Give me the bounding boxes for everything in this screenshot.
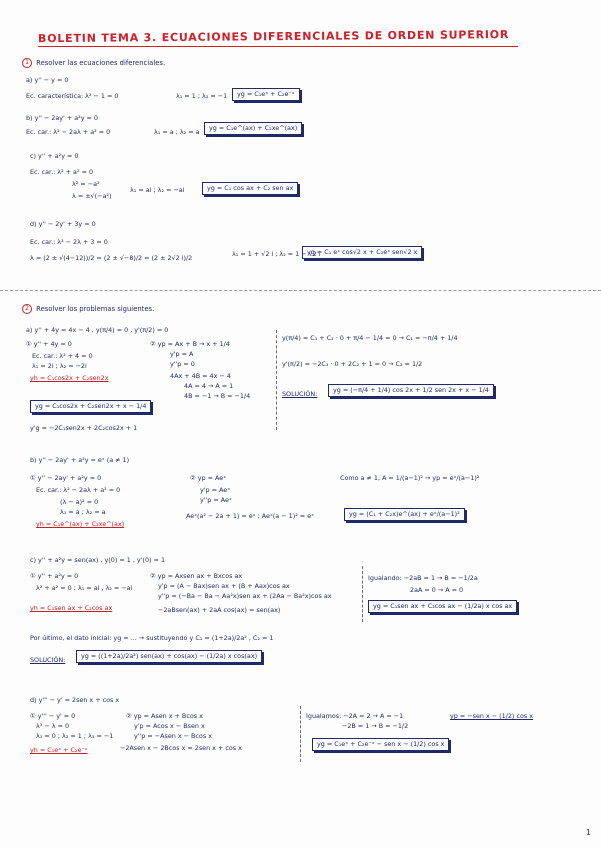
column-separator	[276, 330, 277, 430]
problem-1a-char-eq: Ec. característica: λ² − 1 = 0	[26, 92, 119, 100]
problem-1a-roots: λ₁ = 1 ; λ₂ = −1	[176, 92, 228, 100]
problem-1c-step3: λ = ±√(−a²)	[72, 192, 112, 200]
problem-1b-roots: λ₁ = a ; λ₂ = a	[154, 128, 200, 136]
problem-1a-answer: yg = C₁eˣ + C₂e⁻ˣ	[232, 88, 300, 101]
problem-2d-yp-prime: y'p = Acos x − Bsen x	[134, 722, 205, 730]
problem-1c-statement: c) y'' + a²y = 0	[30, 152, 79, 160]
problem-2c-homog: ① y'' + a²y = 0	[30, 572, 79, 580]
problem-2b-roots: λ₁ = a ; λ₂ = a	[60, 508, 106, 516]
problem-2c-yp-prime: y'p = (A − Bax)sen ax + (B + Aax)cos ax	[158, 582, 290, 590]
problem-2d-homog: ① y''' − y' = 0	[30, 712, 76, 720]
section-number-badge: 2	[22, 304, 32, 314]
problem-2c-char-eq: λ² + a² = 0 ; λ₁ = ai , λ₂ = −ai	[36, 584, 133, 592]
document-title: BOLETIN TEMA 3. ECUACIONES DIFERENCIALES DE ORDEN SUPERIOR	[37, 28, 510, 46]
problem-2a-yp-second: y''p = 0	[170, 360, 195, 368]
section-1-heading	[22, 58, 165, 68]
problem-2a-substitution: 4Ax + 4B = 4x − 4	[170, 372, 231, 380]
problem-2b-char-eq: Ec. car.: λ² − 2aλ + a² = 0	[36, 486, 121, 494]
problem-2c-solution-label: SOLUCIÓN:	[30, 656, 66, 664]
problem-2a-char-eq: Ec. car.: λ² + 4 = 0	[32, 352, 93, 360]
problem-2a-general: yg = C₁cos2x + C₂sen2x + x − 1/4	[30, 400, 151, 413]
problem-2a-statement: a) y'' + 4y = 4x − 4 , y(π/4) = 0 , y'(π/2) = 0	[26, 326, 169, 334]
problem-2a-roots: λ₁ = 2i ; λ₂ = −2i	[32, 362, 87, 370]
problem-1d-char-eq: Ec. car.: λ² − 2λ + 3 = 0	[30, 238, 108, 246]
problem-1a-statement: a) y'' − y = 0	[26, 76, 69, 84]
problem-2d-char-eq: λ³ − λ = 0	[36, 722, 70, 730]
problem-2d-roots: λ₁ = 0 ; λ₂ = 1 ; λ₃ = −1	[36, 732, 114, 740]
problem-1b-answer: yg = C₁e^(ax) + C₂xe^(ax)	[204, 122, 302, 135]
problem-2a-solution-label: SOLUCIÓN:	[282, 390, 318, 398]
problem-2c-homog-answer: yh = C₁sen ax + C₂cos ax	[30, 604, 113, 612]
problem-2b-substitution: Aeˣ(a² − 2a + 1) = eˣ ; Aeˣ(a − 1)² = eˣ	[186, 512, 314, 520]
problem-1c-roots: λ₁ = ai ; λ₂ = −ai	[130, 186, 185, 194]
problem-2d-statement: d) y''' − y' = 2sen x + cos x	[30, 696, 120, 704]
column-separator	[362, 566, 363, 622]
problem-2a-derivative: y'g = −2C₁sen2x + 2C₂cos2x + 1	[30, 424, 138, 432]
problem-2a-condition-1: y(π/4) = C₁ + C₂ · 0 + π/4 − 1/4 = 0 → C₁ = −π/4 + 1/4	[282, 334, 458, 342]
section-heading-text: Resolver los problemas siguientes.	[36, 305, 155, 313]
problem-2b-coef: Como a ≠ 1, A = 1/(a−1)² → yp = eˣ/(a−1)²	[340, 474, 480, 482]
section-heading-text: Resolver las ecuaciones diferenciales.	[36, 59, 166, 67]
problem-2a-homog-answer: yh = C₁cos2x + C₂sen2x	[30, 374, 109, 382]
problem-1c-char-eq: Ec. car.: λ² + a² = 0	[30, 168, 94, 176]
problem-1d-statement: d) y'' − 2y' + 3y = 0	[30, 220, 96, 228]
problem-2a-coef-b: 4B = −1 → B = −1/4	[184, 392, 251, 400]
problem-2a-homog: ① y'' + 4y = 0	[26, 340, 72, 348]
problem-2c-equation-1: Igualando: −2aB = 1 → B = −1/2a	[368, 574, 478, 582]
problem-2d-homog-answer: yh = C₁eˣ + C₂e⁻ˣ	[30, 746, 88, 754]
problem-1b-char-eq: Ec. car.: λ² − 2aλ + a² = 0	[26, 128, 111, 136]
problem-2b-yp-prime: y'p = Aeˣ	[200, 486, 231, 494]
problem-2a-condition-2: y'(π/2) = −2C₁ · 0 + 2C₂ + 1 = 0 → C₂ = 1/2	[282, 360, 423, 368]
problem-2c-initial-condition: Por último, el dato inicial: yg = ... → sustituyendo y C₁ = (1+2a)/2a² , C₂ = 1	[30, 634, 274, 642]
problem-2c-substitution: −2aBsen(ax) + 2aA cos(ax) = sen(ax)	[158, 606, 281, 614]
problem-1d-roots: λ₁ = 1 + √2 i ; λ₂ = 1 − √2 i	[232, 250, 321, 258]
problem-2c-solution: yg = ((1+2a)/2a²) sen(ax) + cos(ax) − (1/2a) x cos(ax)	[76, 650, 262, 663]
problem-2b-statement: b) y'' − 2ay' + a²y = eˣ (a ≠ 1)	[30, 456, 130, 464]
problem-2d-substitution: −2Asen x − 2Bcos x = 2sen x + cos x	[120, 744, 242, 752]
problem-1b-statement: b) y'' − 2ay' + a²y = 0	[26, 114, 98, 122]
problem-2b-particular: ② yp = Aeˣ	[190, 474, 227, 482]
problem-2c-particular: ② yp = Axsen ax + Bxcos ax	[150, 572, 243, 580]
section-number-badge: 1	[22, 58, 32, 68]
problem-2d-yp-second: y''p = −Asen x − Bcos x	[134, 732, 212, 740]
problem-2d-particular-answer: yp = −sen x − (1/2) cos x	[450, 712, 534, 720]
problem-2a-coef-a: 4A = 4 → A = 1	[184, 382, 234, 390]
problem-2d-equation-2: −2B = 1 → B = −1/2	[342, 722, 409, 730]
problem-2b-homog-answer: yh = C₁e^(ax) + C₂xe^(ax)	[36, 520, 125, 528]
problem-2d-answer: yg = C₁eˣ + C₂e⁻ˣ − sen x − (1/2) cos x	[312, 738, 449, 751]
problem-2c-yp-second: y''p = (−Ba − Ba − Aa²x)sen ax + (2Aa − Ba²x)cos ax	[158, 592, 332, 600]
problem-1d-answer: yg = C₁ eˣ cos√2 x + C₂eˣ sen√2 x	[302, 246, 422, 259]
problem-2b-factored: (λ − a)² = 0	[60, 498, 99, 506]
problem-1d-step2: λ = (2 ± √(4−12))/2 = (2 ± √−8)/2 = (2 ± 2√2 i)/2	[30, 254, 193, 262]
section-2-heading	[22, 304, 154, 314]
problem-2a-particular: ② yp = Ax + B → x + 1/4	[150, 340, 230, 348]
problem-2b-answer: yg = (C₁ + C₂x)e^(ax) + eˣ/(a−1)²	[344, 508, 465, 521]
section-divider	[0, 290, 601, 292]
problem-2b-homog: ① y'' − 2ay' + a²y = 0	[30, 474, 102, 482]
problem-1c-answer: yg = C₁ cos ax + C₂ sen ax	[202, 182, 298, 195]
problem-2c-statement: c) y'' + a²y = sen(ax) , y(0) = 1 , y'(0) = 1	[30, 556, 166, 564]
problem-1c-step2: λ² = −a²	[72, 180, 100, 188]
title-underline	[38, 46, 518, 47]
problem-2b-yp-second: y''p = Aeˣ	[200, 496, 232, 504]
column-separator	[300, 706, 301, 762]
page-number: 1	[585, 828, 591, 837]
problem-2a-solution: yg = (−π/4 + 1/4) cos 2x + 1/2 sen 2x + x − 1/4	[328, 384, 494, 397]
problem-2a-yp-prime: y'p = A	[170, 350, 194, 358]
problem-2d-equation-1: Igualamos: −2A = 2 → A = −1	[306, 712, 404, 720]
problem-2d-particular: ② yp = Asen x + Bcos x	[126, 712, 203, 720]
problem-2c-general: yg = C₁sen ax + C₂cos ax − (1/2a) x cos ax	[368, 600, 517, 613]
problem-2c-equation-2: 2aA = 0 → A = 0	[410, 586, 464, 594]
